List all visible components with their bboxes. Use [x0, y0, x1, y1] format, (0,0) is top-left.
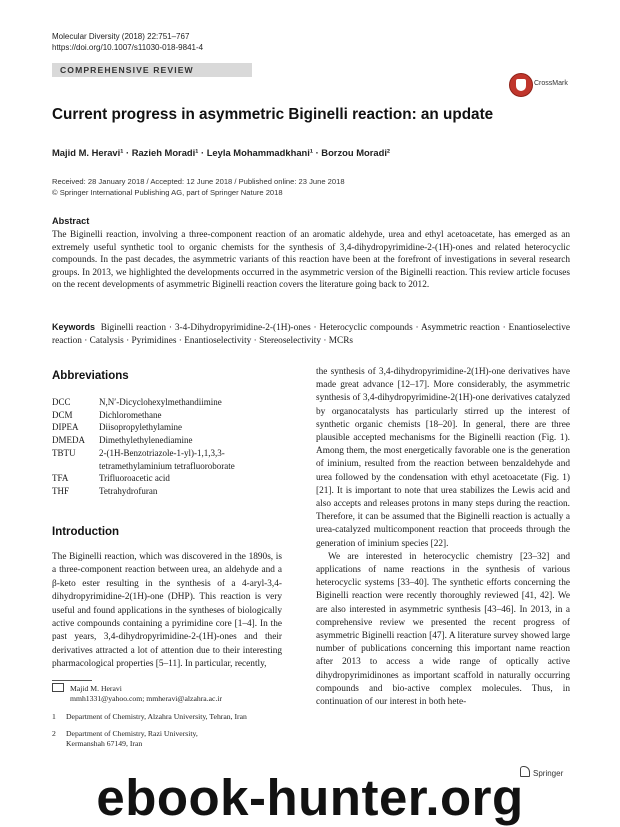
corresponding-name: Majid M. Heravi [70, 684, 122, 693]
abbreviation-key: DCM [52, 409, 73, 420]
body-paragraph: We are interested in heterocyclic chemistry [23–32] and applications of name reactions in the synthesis of various heterocyclic systems [33–40]. The synthetic efforts concerning the Biginelli reaction were recently thoroughly reviewed [41, 42]. We are also interested in asymmetric synthesis [43–46]. In 2013, in a comprehensive review we presented the recent progress of asymmetric Biginelli reaction [47]. A literature survey showed large number of publications concerning this important name reaction after 2013 to access a wide range of optically active dihydropyrimidinones as important scaffold in naturally occurring compounds and bio-active complex molecules. Thus, in continuation of our interest in both hete- [316, 551, 570, 708]
body-paragraph: the synthesis of 3,4-dihydropyrimidine-2(1H)-one derivatives have made great advance [12–17]. More considerably, the asymmetric synthesis of 3,4-dihydropyrimidine-2(1H)-one derivatives catalyzed by organocatalysts has particularly stirred up the interest of synthetic organic chemists [18–20]. In general, there are three plausible accepted mechanisms for the Biginelli reaction (Fig. 1). Among them, the most energetically favorable one is the generation of iminium, resulted from the reaction between benzaldehyde and urea followed by the condensation with ethyl acetoacetate (Fig. 1) [21]. It is important to note that urea stabilizes the Lewis acid and also accepts and releases protons in many steps during the reaction. Therefore, it can be assumed that the Biginelli reaction is actually a urea-catalyzed multicomponent reaction that proceeds through the generation of iminium species [22]. [316, 367, 570, 549]
abbreviation-row [52, 485, 282, 498]
keywords [52, 321, 570, 347]
abbreviation-key: DMEDA [52, 435, 85, 446]
abbreviation-row [52, 421, 282, 434]
corresponding-emails[interactable]: mmh1331@yahoo.com; mmheravi@alzahra.ac.ir [70, 694, 223, 704]
abbreviation-value: 2-(1H-Benzotriazole-1-yl)-1,1,3,3-tetramethylaminium tetrafluoroborate [99, 447, 235, 471]
corresponding-author [52, 683, 222, 705]
abbreviations-heading: Abbreviations [52, 370, 129, 382]
journal-citation: Molecular Diversity (2018) 22:751–767 [52, 32, 190, 41]
section-banner-label: COMPREHENSIVE REVIEW [60, 65, 194, 75]
abbreviation-value: Dichloromethane [99, 409, 162, 420]
abbreviation-key: DIPEA [52, 422, 79, 433]
affiliation-text-line2: Kermanshah 67149, Iran [66, 739, 143, 749]
envelope-icon [52, 683, 64, 692]
introduction-heading: Introduction [52, 526, 120, 538]
abbreviation-value: Tetrahydrofuran [99, 485, 158, 496]
abbreviation-value: Dimethylethylenediamine [99, 435, 193, 446]
affiliation-text: Department of Chemistry, Alzahra University, Tehran, Iran [66, 712, 247, 721]
publisher-name: Springer [533, 769, 564, 778]
introduction-text: The Biginelli reaction, which was discovered in the 1890s, is a three-component reaction between urea, an aldehyde and a β-keto ester resulting in the synthesis of a 4-aryl-3,4-dihydropyrimidine-2(1H)-one (DHP). This reaction is very useful and found applications in the syntheses of biologically active compounds containing a pyrimidine core [1–4]. In the past years, 3,4-dihydropyrimidine-2-(1H)-ones and their derivatives attracted a lot of attention due to their interesting pharmacological properties [5–11]. In particular, recently, [52, 552, 282, 670]
journal-header [52, 31, 203, 53]
affiliation-number: 2 [52, 729, 56, 738]
footnote-divider [52, 680, 92, 681]
section-banner [52, 63, 252, 77]
crossmark-label: CrossMark [534, 80, 568, 87]
abbreviation-row [52, 434, 282, 447]
keywords-text: Biginelli reaction · 3-4-Dihydropyrimidine-2-(1H)-ones · Heterocyclic compounds · Asymmetric reaction · Enantioselective reaction · Catalysis · Pyrimidines · Enantioselectivity · Stereoselectivity · MCRs [52, 323, 570, 346]
affiliation-number: 1 [52, 712, 56, 721]
article-title: Current progress in asymmetric Biginelli reaction: an update [52, 106, 494, 123]
abbreviation-key: THF [52, 485, 70, 496]
abbreviation-value: N,N′-Dicyclohexylmethandiimine [99, 397, 222, 407]
abbreviation-row [52, 447, 282, 472]
abbreviation-key: TFA [52, 473, 69, 484]
article-history [52, 177, 345, 198]
abbreviation-value: Diisopropylethylamine [99, 422, 182, 433]
received-accepted-dates: Received: 28 January 2018 / Accepted: 12 June 2018 / Published online: 23 June 2018 [52, 177, 345, 186]
abbreviation-key: DCC [52, 397, 71, 407]
watermark: ebook-hunter.org [96, 769, 524, 826]
affiliation-text-line1: Department of Chemistry, Razi University, [66, 729, 198, 738]
abbreviations-list [52, 396, 282, 498]
abbreviation-value: Trifluoroacetic acid [99, 473, 170, 484]
abbreviation-row [52, 409, 282, 422]
abbreviation-key: TBTU [52, 447, 76, 458]
affiliation-1 [52, 712, 247, 722]
copyright-notice: © Springer International Publishing AG, part of Springer Nature 2018 [52, 187, 283, 197]
crossmark-icon [509, 73, 533, 97]
crossmark-badge[interactable] [509, 73, 575, 97]
right-column-body [316, 366, 570, 709]
keywords-label: Keywords [52, 322, 96, 332]
affiliation-2 [52, 729, 198, 750]
abbreviation-row [52, 396, 282, 409]
author-list: Majid M. Heravi¹ · Razieh Moradi¹ · Leyla Mohammadkhani¹ · Borzou Moradi² [52, 147, 391, 158]
abstract-text: The Biginelli reaction, involving a three-component reaction of an aromatic aldehyde, urea and ethyl acetoacetate, has emerged as an extremely useful synthetic tool to organic chemists for the synthesis of 3,4-dihydropyrimidine-2-(1H)-ones and related heterocyclic compounds. In the past decades, the asymmetric variants of this reaction have been at the forefront of investigations in several research groups. In 2013, we highlighted the developments occurred in the asymmetric version of the Biginelli reaction. This review article focuses on the recent developments of asymmetric Biginelli reaction covers the literature going back to 2012. [52, 230, 570, 291]
abstract-heading: Abstract [52, 216, 90, 226]
abbreviation-row [52, 472, 282, 485]
doi-link[interactable]: https://doi.org/10.1007/s11030-018-9841-4 [52, 43, 204, 52]
